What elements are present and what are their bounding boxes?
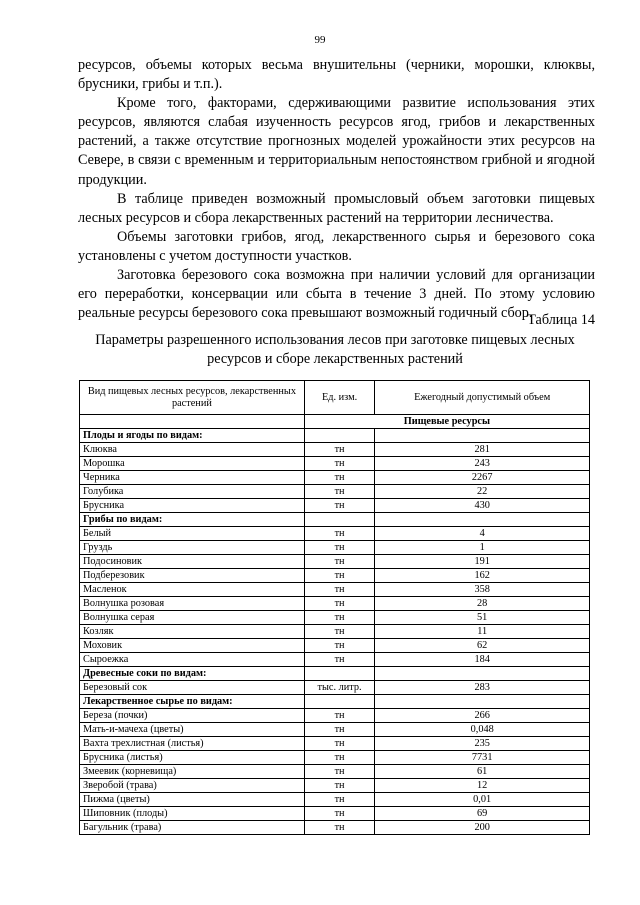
table-row — [80, 527, 590, 541]
resource-unit: тн — [304, 443, 375, 457]
resource-unit: тн — [304, 793, 375, 807]
table-row — [80, 723, 590, 737]
paragraph: Объемы заготовки грибов, ягод, лекарственного сырья и березового сока установлены с учетом доступности участков. — [78, 228, 595, 264]
resource-volume: 7731 — [375, 751, 590, 765]
table-row — [80, 779, 590, 793]
table-row — [80, 639, 590, 653]
resource-unit: тн — [304, 639, 375, 653]
resource-volume: 235 — [375, 737, 590, 751]
table-row — [80, 653, 590, 667]
resource-name: Брусника — [80, 499, 305, 513]
table-row — [80, 751, 590, 765]
resource-volume: 12 — [375, 779, 590, 793]
table-label: Таблица 14 — [527, 312, 595, 328]
table-row — [80, 821, 590, 835]
resource-name: Брусника (листья) — [80, 751, 305, 765]
table-row — [80, 765, 590, 779]
resource-unit: тн — [304, 555, 375, 569]
table-row — [80, 457, 590, 471]
group-empty-cell — [375, 667, 590, 681]
resource-unit: тн — [304, 485, 375, 499]
group-empty-cell — [375, 695, 590, 709]
group-empty-cell — [304, 429, 375, 443]
section-empty-cell — [80, 415, 305, 429]
resource-unit: тн — [304, 597, 375, 611]
paragraph: Заготовка березового сока возможна при наличии условий для организации его переработки, консервации или сбыта в течение 3 дней. По этому условию реальные ресурсы березового сока превышают возможный годичный сбор. — [78, 267, 595, 322]
resource-volume: 0,048 — [375, 723, 590, 737]
resource-unit: тн — [304, 765, 375, 779]
resource-volume: 11 — [375, 625, 590, 639]
table-row — [80, 555, 590, 569]
resource-unit: тн — [304, 779, 375, 793]
group-empty-cell — [375, 513, 590, 527]
resource-name: Клюква — [80, 443, 305, 457]
resource-volume: 162 — [375, 569, 590, 583]
resource-unit: тн — [304, 709, 375, 723]
group-empty-cell — [375, 429, 590, 443]
table-group-row — [80, 667, 590, 681]
resource-name: Береза (почки) — [80, 709, 305, 723]
resource-name: Сыроежка — [80, 653, 305, 667]
group-title: Плоды и ягоды по видам: — [80, 429, 305, 443]
table-group-row — [80, 429, 590, 443]
table-row — [80, 611, 590, 625]
paragraph: ресурсов, объемы которых весьма внушительны (черники, морошки, клюквы, брусники, грибы и т.п.). — [78, 57, 595, 93]
table-row — [80, 471, 590, 485]
table-row — [80, 443, 590, 457]
resource-volume: 281 — [375, 443, 590, 457]
resource-volume: 283 — [375, 681, 590, 695]
resource-volume: 184 — [375, 653, 590, 667]
resource-name: Черника — [80, 471, 305, 485]
resource-unit: тн — [304, 527, 375, 541]
resource-name: Белый — [80, 527, 305, 541]
group-empty-cell — [304, 513, 375, 527]
resource-name: Зверобой (трава) — [80, 779, 305, 793]
resource-unit: тн — [304, 807, 375, 821]
table-row — [80, 709, 590, 723]
resource-volume: 61 — [375, 765, 590, 779]
resource-unit: тыс. литр. — [304, 681, 375, 695]
resource-name: Подосиновик — [80, 555, 305, 569]
resource-name: Пижма (цветы) — [80, 793, 305, 807]
table-body — [80, 415, 590, 835]
table-row — [80, 793, 590, 807]
table-row — [80, 737, 590, 751]
resource-name: Морошка — [80, 457, 305, 471]
resource-volume: 243 — [375, 457, 590, 471]
resource-unit: тн — [304, 625, 375, 639]
resource-volume: 191 — [375, 555, 590, 569]
resource-name: Козляк — [80, 625, 305, 639]
resource-volume: 0,01 — [375, 793, 590, 807]
page-number: 99 — [314, 34, 326, 46]
group-title: Древесные соки по видам: — [80, 667, 305, 681]
resource-unit: тн — [304, 723, 375, 737]
resource-volume: 22 — [375, 485, 590, 499]
group-title: Лекарственное сырье по видам: — [80, 695, 305, 709]
group-title: Грибы по видам: — [80, 513, 305, 527]
group-empty-cell — [304, 667, 375, 681]
table-section-row — [80, 415, 590, 429]
header-cell-name: Вид пищевых лесных ресурсов, лекарственных растений — [80, 381, 305, 415]
resource-name: Волнушка розовая — [80, 597, 305, 611]
resource-unit: тн — [304, 821, 375, 835]
resource-unit: тн — [304, 653, 375, 667]
resource-unit: тн — [304, 499, 375, 513]
header-cell-unit: Ед. изм. — [304, 381, 375, 415]
resource-unit: тн — [304, 471, 375, 485]
resource-volume: 62 — [375, 639, 590, 653]
table-row — [80, 681, 590, 695]
resource-name: Березовый сок — [80, 681, 305, 695]
resource-unit: тн — [304, 611, 375, 625]
resource-name: Багульник (трава) — [80, 821, 305, 835]
section-title: Пищевые ресурсы — [304, 415, 589, 429]
resource-name: Волнушка серая — [80, 611, 305, 625]
resource-unit: тн — [304, 541, 375, 555]
table-header-row — [80, 381, 590, 415]
paragraph: Кроме того, факторами, сдерживающими развитие использования этих ресурсов, являются слабая изученность ресурсов ягод, грибов и лекарственных растений, а также отсутствие прогнозных моделей урожайности этих ресурсов на Севере, в связи с временным и территориальным непостоянством грибной и ягодной продукции. — [78, 95, 595, 188]
resource-unit: тн — [304, 583, 375, 597]
resource-unit: тн — [304, 569, 375, 583]
table-row — [80, 597, 590, 611]
table-row — [80, 499, 590, 513]
resource-name: Моховик — [80, 639, 305, 653]
table-row — [80, 625, 590, 639]
table-group-row — [80, 513, 590, 527]
resource-name: Груздь — [80, 541, 305, 555]
table-group-row — [80, 695, 590, 709]
resource-volume: 266 — [375, 709, 590, 723]
resource-unit: тн — [304, 737, 375, 751]
resource-volume: 69 — [375, 807, 590, 821]
header-cell-volume: Ежегодный допустимый объем — [375, 381, 590, 415]
resource-name: Подберезовик — [80, 569, 305, 583]
resource-name: Змеевик (корневища) — [80, 765, 305, 779]
resource-unit: тн — [304, 751, 375, 765]
table-row — [80, 807, 590, 821]
group-empty-cell — [304, 695, 375, 709]
body-text — [78, 56, 595, 323]
resource-name: Вахта трехлистная (листья) — [80, 737, 305, 751]
paragraph: В таблице приведен возможный промысловый объем заготовки пищевых лесных ресурсов и сбора лекарственных растений на территории лесничества. — [78, 190, 595, 226]
table-caption: Параметры разрешенного использования лесов при заготовке пищевых лесных ресурсов и сборе лекарственных растений — [95, 332, 575, 367]
resource-volume: 28 — [375, 597, 590, 611]
resource-volume: 430 — [375, 499, 590, 513]
table-row — [80, 569, 590, 583]
resource-unit: тн — [304, 457, 375, 471]
table-row — [80, 485, 590, 499]
resource-volume: 51 — [375, 611, 590, 625]
table-row — [80, 583, 590, 597]
resource-name: Мать-и-мачеха (цветы) — [80, 723, 305, 737]
resources-table — [79, 380, 590, 835]
resource-volume: 2267 — [375, 471, 590, 485]
resource-name: Голубика — [80, 485, 305, 499]
resource-name: Шиповник (плоды) — [80, 807, 305, 821]
resource-volume: 1 — [375, 541, 590, 555]
resource-volume: 200 — [375, 821, 590, 835]
resource-name: Масленок — [80, 583, 305, 597]
resource-volume: 358 — [375, 583, 590, 597]
resource-volume: 4 — [375, 527, 590, 541]
table-row — [80, 541, 590, 555]
